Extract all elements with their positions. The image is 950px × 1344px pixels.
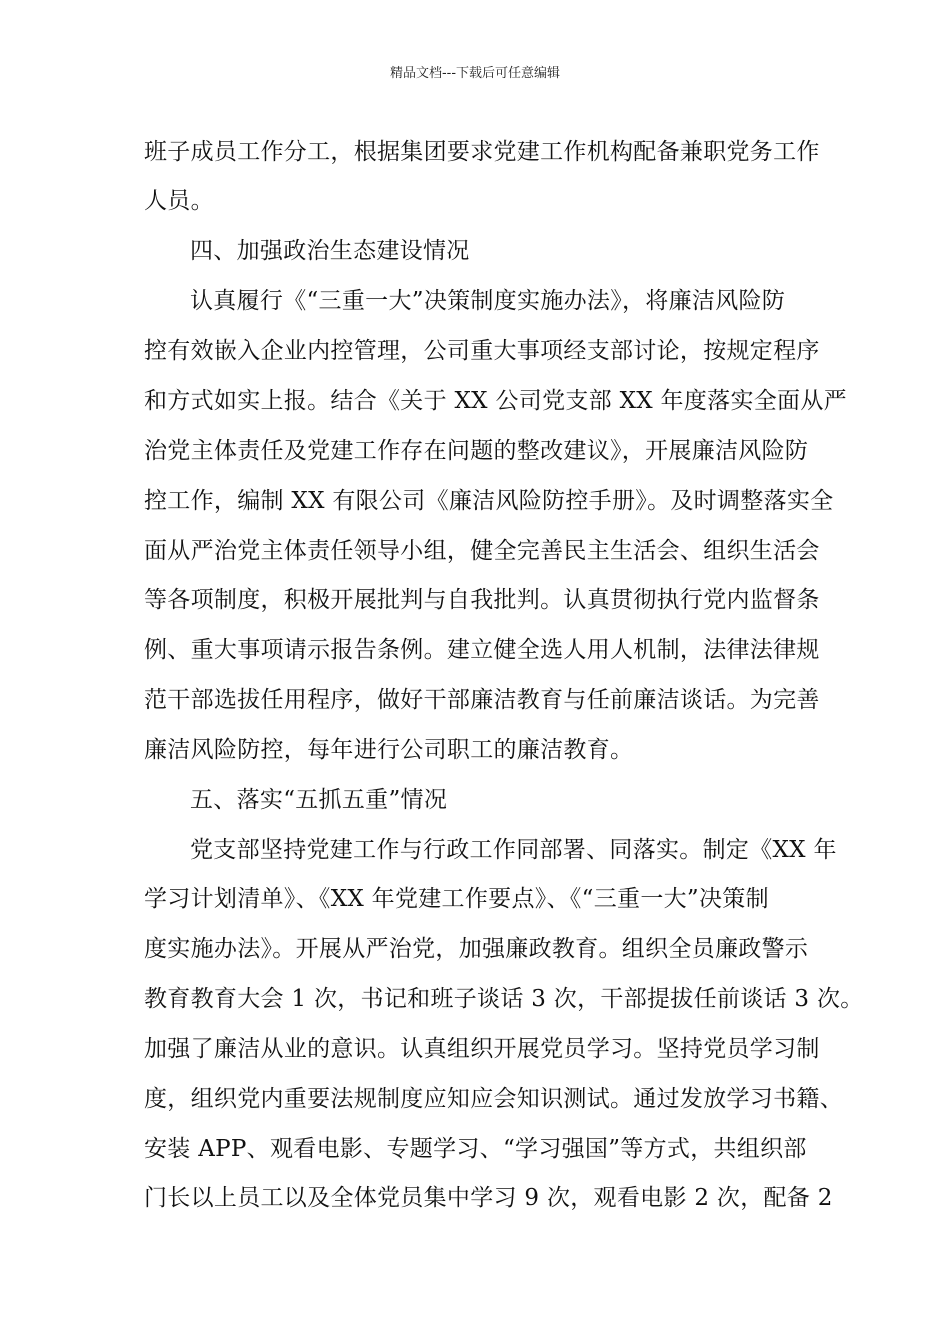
body-line: 加强了廉洁从业的意识。认真组织开展党员学习。坚持党员学习制: [144, 1036, 820, 1062]
body-line: 人员。: [144, 188, 214, 214]
body-line: 范干部选拔任用程序，做好干部廉洁教育与任前廉洁谈话。为完善: [144, 687, 820, 713]
body-line: 控有效嵌入企业内控管理，公司重大事项经支部讨论，按规定程序: [144, 338, 820, 364]
body-line: 门长以上员工以及全体党员集中学习 9 次，观看电影 2 次，配备 2: [144, 1185, 833, 1211]
body-line: 班子成员工作分工，根据集团要求党建工作机构配备兼职党务工作: [144, 139, 820, 165]
body-line: 教育教育大会 1 次，书记和班子谈话 3 次，干部提拔任前谈话 3 次。: [144, 986, 864, 1012]
body-line: 等各项制度，积极开展批判与自我批判。认真贯彻执行党内监督条: [144, 587, 820, 613]
body-line: 治党主体责任及党建工作存在问题的整改建议》，开展廉洁风险防: [144, 438, 809, 464]
section-heading: 四、加强政治生态建设情况: [190, 238, 470, 264]
body-line: 安装 APP、观看电影、专题学习、“学习强国”等方式，共组织部: [144, 1136, 807, 1162]
page-header: 精品文档---下载后可任意编辑: [389, 66, 561, 81]
body-line: 控工作，编制 XX 有限公司《廉洁风险防控手册》。及时调整落实全: [144, 488, 834, 514]
paragraph-first-line: 党支部坚持党建工作与行政工作同部署、同落实。制定《XX 年: [190, 837, 837, 863]
body-line: 和方式如实上报。结合《关于 XX 公司党支部 XX 年度落实全面从严: [144, 388, 847, 414]
body-line: 面从严治党主体责任领导小组，健全完善民主生活会、组织生活会: [144, 538, 820, 564]
section-heading: 五、落实“五抓五重”情况: [190, 787, 448, 813]
body-line: 廉洁风险防控，每年进行公司职工的廉洁教育。: [144, 737, 634, 763]
body-line: 学习计划清单》、《XX 年党建工作要点》、《“三重一大”决策制: [144, 886, 769, 912]
body-line: 度，组织党内重要法规制度应知应会知识测试。通过发放学习书籍、: [144, 1086, 843, 1112]
body-line: 度实施办法》。开展从严治党，加强廉政教育。组织全员廉政警示: [144, 936, 809, 962]
paragraph-first-line: 认真履行《“三重一大”决策制度实施办法》，将廉洁风险防: [190, 288, 786, 314]
body-line: 例、重大事项请示报告条例。建立健全选人用人机制，法律法律规: [144, 637, 820, 663]
